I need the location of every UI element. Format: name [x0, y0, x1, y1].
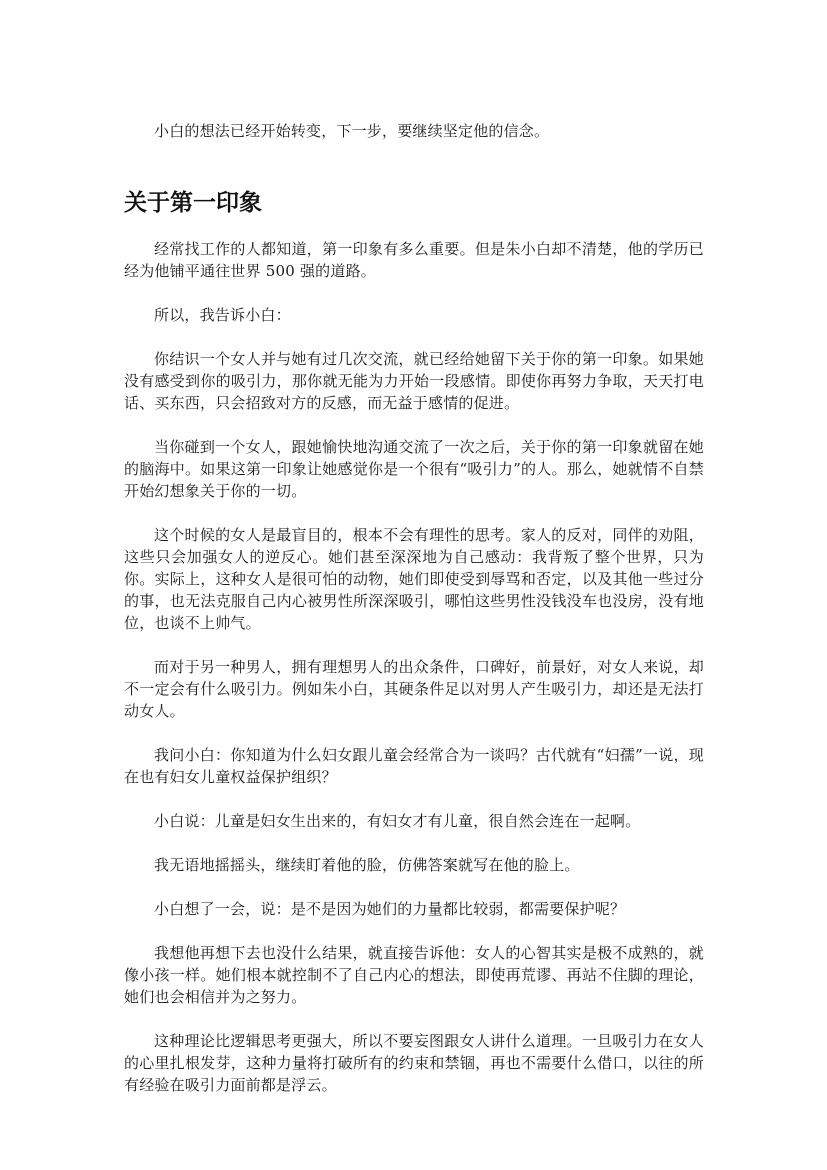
paragraph: 所以，我告诉小白： [154, 306, 291, 324]
paragraph: 这种理论比逻辑思考更强大，所以不要妄图跟女人讲什么道理。一旦吸引力在女人的心里扎根发芽，这种力量将打破所有的约束和禁锢，再也不需要什么借口，以往的所有经验在吸引力面前都是浮云。 [124, 1032, 704, 1094]
paragraph: 小白想了一会，说：是不是因为她们的力量都比较弱，都需要保护呢？ [154, 900, 626, 918]
paragraph: 你结识一个女人并与她有过几次交流，就已经给她留下关于你的第一印象。如果她没有感受到你的吸引力，那你就无能为力开始一段感情。即使你再努力争取，天天打电话、买东西，只会招致对方的反感，而无益于感情的促进。 [124, 350, 704, 412]
paragraph: 我想他再想下去也没什么结果，就直接告诉他：女人的心智其实是极不成熟的，就像小孩一样。她们根本就控制不了自己内心的想法，即使再荒谬、再站不住脚的理论，她们也会相信并为之努力。 [124, 944, 704, 1006]
section-heading: 关于第一印象 [124, 190, 262, 216]
paragraph: 而对于另一种男人，拥有理想男人的出众条件，口碑好，前景好，对女人来说，却不一定会有什么吸引力。例如朱小白，其硬条件足以对男人产生吸引力，却还是无法打动女人。 [124, 658, 704, 720]
paragraph: 我无语地摇摇头，继续盯着他的脸，仿佛答案就写在他的脸上。 [154, 856, 580, 874]
paragraph: 小白说：儿童是妇女生出来的，有妇女才有儿童，很自然会连在一起啊。 [154, 812, 641, 830]
paragraph: 当你碰到一个女人，跟她愉快地沟通交流了一次之后，关于你的第一印象就留在她的脑海中。如果这第一印象让她感觉你是一个很有“吸引力”的人。那么，她就情不自禁开始幻想象关于你的一切。 [124, 438, 704, 500]
paragraph: 经常找工作的人都知道，第一印象有多么重要。但是朱小白却不清楚，他的学历已经为他铺平通往世界 500 强的道路。 [124, 240, 704, 280]
document-body [124, 120, 704, 1096]
paragraph: 这个时候的女人是最盲目的，根本不会有理性的思考。家人的反对，同伴的劝阻，这些只会加强女人的逆反心。她们甚至深深地为自己感动：我背叛了整个世界，只为你。实际上，这种女人是很可怕的动物，她们即使受到辱骂和否定，以及其他一些过分的事，也无法克服自己内心被男性所深深吸引，哪怕这些男性没钱没车也没房，没有地位，也谈不上帅气。 [124, 526, 704, 632]
intro-paragraph: 小白的想法已经开始转变，下一步，要继续坚定他的信念。 [154, 122, 550, 140]
paragraph: 我问小白：你知道为什么妇女跟儿童会经常合为一谈吗？古代就有“妇孺”一说，现在也有妇女儿童权益保护组织？ [124, 746, 704, 786]
